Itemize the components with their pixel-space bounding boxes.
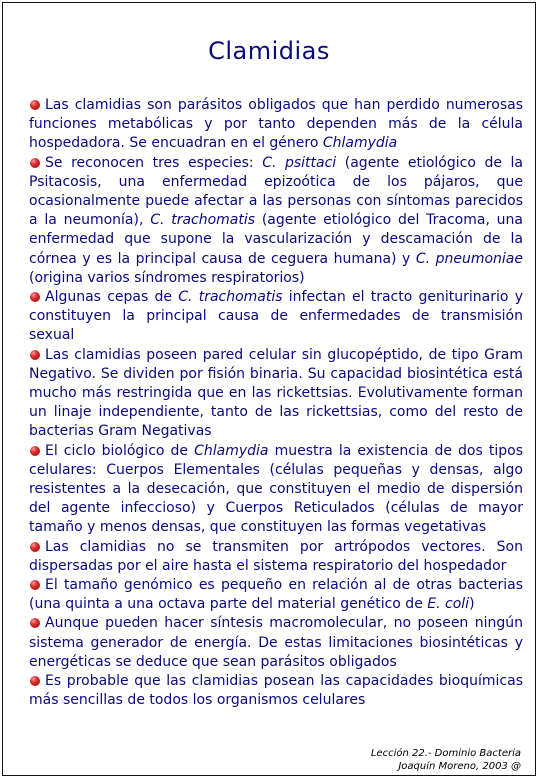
bullet-item [29, 346, 523, 442]
red-bullet-icon [30, 676, 40, 686]
bullet-list [29, 96, 523, 711]
bullet-text: ) [469, 596, 475, 613]
bullet-text: (origina varios síndromes respiratorios) [29, 269, 305, 286]
bullet-item [29, 576, 523, 614]
bullet-item [29, 96, 523, 154]
bullet-item [29, 288, 523, 346]
italic-term: Chlamydia [194, 442, 269, 459]
bullet-item [29, 614, 523, 672]
bullet-text: Algunas cepas de [45, 289, 179, 306]
red-bullet-icon [30, 350, 40, 360]
bullet-text: (agente etiológico del Tracoma, una enfermedad que supone la vascularización y descamación de la córnea y es la principal causa de ceguera humana) y [29, 212, 523, 267]
page-title: Clamidias [208, 37, 330, 65]
bullet-text: muestra la existencia de dos tipos celulares: Cuerpos Elementales (células pequeñas y densas, algo resistentes a la desecación, que constituyen el medio de dispersión del agente infeccioso) y Cuerpos Reticulados (células de mayor tamaño y menos densas, que constituyen las formas vegetativas [29, 442, 523, 536]
red-bullet-icon [30, 292, 40, 302]
red-bullet-icon [30, 580, 40, 590]
italic-term: C. trachomatis [150, 212, 256, 229]
italic-term: E. coli [427, 596, 470, 613]
bullet-text: Es probable que las clamidias posean las capacidades bioquímicas más sencillas de todos los organismos celulares [29, 673, 523, 709]
red-bullet-icon [30, 446, 40, 456]
red-bullet-icon [30, 100, 40, 110]
bullet-text: (agente etiológico de la Psitacosis, una enfermedad epizoótica de los pájaros, que ocasionalmente puede afectar a las personas con síntomas parecidos a la neumonía), [29, 154, 524, 229]
red-bullet-icon [30, 158, 40, 168]
italic-term: C. psittaci [262, 154, 337, 171]
bullet-text: Se reconocen tres especies: [45, 154, 263, 171]
bullet-text: infectan el tracto geniturinario y constituyen la principal causa de enfermedades de transmisión sexual [29, 289, 523, 344]
bullet-item [29, 442, 523, 538]
red-bullet-icon [30, 618, 40, 628]
bullet-text: El ciclo biológico de [45, 442, 195, 459]
bullet-text: Las clamidias no se transmiten por artrópodos vectores. Son dispersadas por el aire hasta el sistema respiratorio del hospedador [29, 538, 523, 574]
bullet-item [29, 154, 523, 288]
italic-term: Chlamydia [322, 135, 398, 152]
bullet-text: Las clamidias poseen pared celular sin glucopéptido, de tipo Gram Negativo. Se dividen por fisión binaria. Su capacidad biosintética está mucho más restringida que en las rickettsias. Evolutivamente forman un linaje independiente, tanto de las rickettsias, como del resto de bacterias Gram Negativas [29, 346, 523, 440]
bullet-text: Aunque pueden hacer síntesis macromolecular, no poseen ningún sistema generador de energía. De estas limitaciones biosintéticas y energéticas se deduce que sean parásitos obligados [29, 615, 523, 670]
bullet-text: El tamaño genómico es pequeño en relación al de otras bacterias (una quinta a una octava parte del material genético de [29, 577, 523, 613]
italic-term: C. trachomatis [178, 289, 283, 306]
footer-lecture: Lección 22.- Dominio Bacteria [370, 748, 521, 759]
bullet-text: Las clamidias son parásitos obligados que han perdido numerosas funciones metabólicas y por tanto dependen más de la célula hospedadora. Se encuadran en el género [29, 97, 523, 152]
footer [371, 747, 521, 773]
slide-frame [2, 2, 536, 776]
red-bullet-icon [30, 542, 40, 552]
footer-author: Joaquín Moreno, 2003 @ [398, 761, 521, 772]
bullet-item [29, 538, 523, 576]
bullet-item [29, 672, 523, 710]
italic-term: C. pneumoniae [415, 250, 523, 267]
